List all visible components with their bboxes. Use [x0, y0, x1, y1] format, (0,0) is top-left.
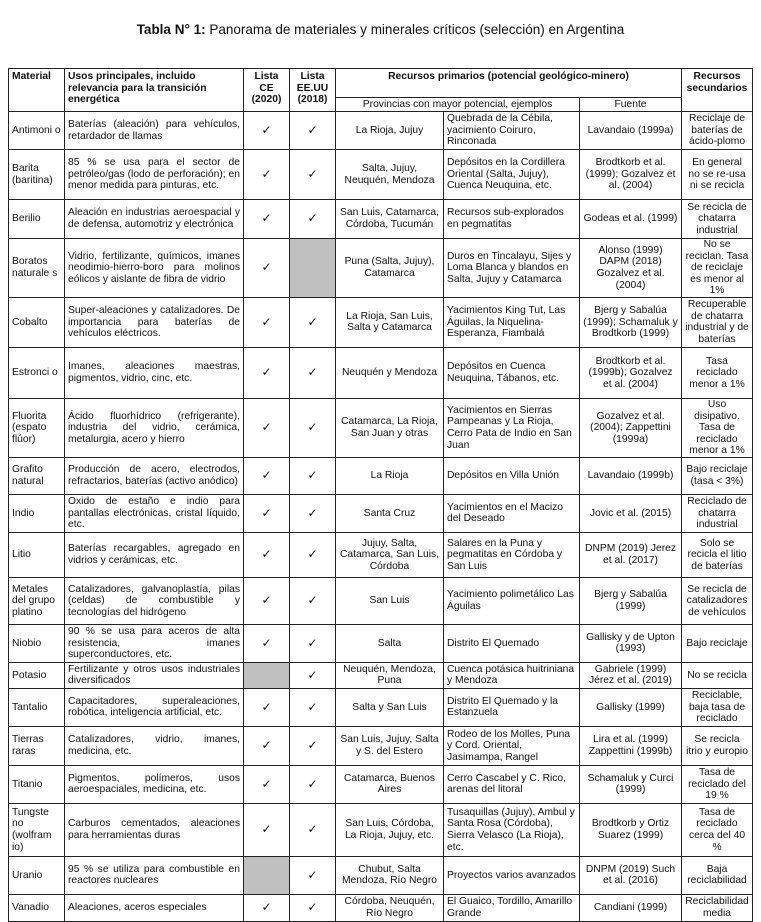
check-icon: ✓ [307, 900, 318, 915]
cell-material: Litio [9, 532, 65, 577]
cell-examples: Yacimientos en el Macizo del Deseado [444, 494, 580, 532]
cell-list-ce [244, 765, 290, 803]
cell-uses: Catalizadores, vidrio, imanes, medicina, etc. [65, 726, 244, 765]
cell-list-ce [244, 200, 290, 239]
cell-uses: 85 % se usa para el sector de petróleo/gas (lodo de perforación); en menor medida para pinturas, etc. [65, 150, 244, 200]
cell-list-eeuu [290, 688, 336, 726]
cell-provinces: La Rioja [336, 457, 444, 494]
cell-material: Antimoni o [9, 112, 65, 150]
cell-list-eeuu [290, 662, 336, 688]
cell-examples: Recursos sub-explorados en pegmatitas [444, 200, 580, 239]
table-row [9, 200, 753, 239]
cell-provinces: San Luis, Jujuy, Salta y S. del Estero [336, 726, 444, 765]
cell-secondary: Reciclaje de baterías de ácido-plomo [682, 112, 753, 150]
cell-uses: Carburos cementados, aleaciones para herramientas duras [65, 803, 244, 856]
cell-list-eeuu [290, 532, 336, 577]
check-icon: ✓ [307, 314, 318, 329]
header-primary-resources: Recursos primarios (potencial geológico-minero) [336, 69, 682, 98]
header-list-ce: Lista CE (2020) [244, 69, 290, 112]
cell-list-ce [244, 577, 290, 624]
cell-list-ce [244, 457, 290, 494]
cell-secondary: Solo se recicla el litio de baterías [682, 532, 753, 577]
cell-source: Alonso (1999) DAPM (2018) Gozalvez et al. (2004) [580, 239, 682, 298]
cell-provinces: Salta [336, 624, 444, 662]
cell-list-eeuu [290, 765, 336, 803]
cell-list-eeuu [290, 624, 336, 662]
cell-uses: 90 % se usa para aceros de alta resistencia, imanes superconductores, etc. [65, 624, 244, 662]
check-icon: ✓ [261, 122, 272, 137]
cell-uses: 95 % se utiliza para combustible en reactores nucleares [65, 856, 244, 894]
cell-list-eeuu [290, 577, 336, 624]
cell-source: Candiani (1999) [580, 894, 682, 921]
table-row [9, 347, 753, 398]
cell-source: Bjerg y Sabalúa (1999); Schamaluk y Brodtkorb (1999) [580, 297, 682, 347]
cell-provinces: Córdoba, Neuquén, Río Negro [336, 894, 444, 921]
cell-source: Gozalvez et al. (2004); Zappettini (1999a) [580, 398, 682, 457]
cell-examples: Depósitos en la Cordillera Oriental (Salta, Jujuy), Cuenca Neuquina, etc. [444, 150, 580, 200]
cell-material: Cobalto [9, 297, 65, 347]
check-icon: ✓ [261, 468, 272, 483]
cell-source: Brodtkorb et al. (1999b); Gozalvez et al. (2004) [580, 347, 682, 398]
check-icon: ✓ [307, 420, 318, 435]
cell-list-eeuu-empty [290, 239, 336, 298]
table-row [9, 624, 753, 662]
cell-material: Estronci o [9, 347, 65, 398]
cell-material: Fluorita (espato flúor) [9, 398, 65, 457]
table-row [9, 532, 753, 577]
cell-source: Schamaluk y Curci (1999) [580, 765, 682, 803]
cell-list-ce [244, 803, 290, 856]
check-icon: ✓ [261, 547, 272, 562]
cell-examples: Distrito El Quemado y la Estanzuela [444, 688, 580, 726]
cell-material: Berilio [9, 200, 65, 239]
cell-examples: Cuenca potásica huitriniana y Mendoza [444, 662, 580, 688]
cell-examples: Depósitos en Villa Unión [444, 457, 580, 494]
cell-source: Brodtkorb y Ortiz Suarez (1999) [580, 803, 682, 856]
check-icon: ✓ [307, 635, 318, 650]
cell-secondary: Bajo reciclaje (tasa < 3%) [682, 457, 753, 494]
cell-material: Boratos naturale s [9, 239, 65, 298]
cell-list-eeuu [290, 150, 336, 200]
cell-examples: Cerro Cascabel y C. Rico, arenas del litoral [444, 765, 580, 803]
header-row [9, 69, 753, 98]
cell-provinces: Salta, Jujuy, Neuquén, Mendoza [336, 150, 444, 200]
cell-source: Lavandaio (1999b) [580, 457, 682, 494]
table-row [9, 765, 753, 803]
cell-secondary: No se reciclan. Tasa de reciclaje es menor al 1% [682, 239, 753, 298]
table-row [9, 239, 753, 298]
cell-provinces: Neuquén, Mendoza, Puna [336, 662, 444, 688]
cell-uses: Super-aleaciones y catalizadores. De importancia para baterías de vehículos eléctricos. [65, 297, 244, 347]
cell-provinces: Puna (Salta, Jujuy), Catamarca [336, 239, 444, 298]
cell-material: Titanio [9, 765, 65, 803]
table-row [9, 494, 753, 532]
check-icon: ✓ [261, 900, 272, 915]
check-icon: ✓ [261, 822, 272, 837]
cell-provinces: Catamarca, La Rioja, San Juan y otras [336, 398, 444, 457]
table-row [9, 726, 753, 765]
cell-examples: Yacimientos en Sierras Pampeanas y La Rioja, Cerro Pata de Indio en San Juan [444, 398, 580, 457]
table-title [0, 22, 761, 37]
cell-list-ce [244, 894, 290, 921]
cell-list-ce [244, 688, 290, 726]
cell-examples: Proyectos varios avanzados [444, 856, 580, 894]
cell-provinces: San Luis, Catamarca, Córdoba, Tucumán [336, 200, 444, 239]
check-icon: ✓ [307, 211, 318, 226]
table-title-text: Panorama de materiales y minerales críticos (selección) en Argentina [205, 22, 625, 37]
cell-list-ce [244, 112, 290, 150]
cell-examples: Yacimientos King Tut, Las Águilas, la Niquelina-Esperanza, Fiambalá [444, 297, 580, 347]
cell-secondary: Se recicla itrio y europio [682, 726, 753, 765]
cell-list-ce [244, 239, 290, 298]
cell-material: Tantalio [9, 688, 65, 726]
cell-list-eeuu [290, 297, 336, 347]
cell-list-ce [244, 726, 290, 765]
cell-source: Brodtkorb et al. (1999); Gozalvez et al. (2004) [580, 150, 682, 200]
cell-provinces: Jujuy, Salta, Catamarca, San Luis, Córdoba [336, 532, 444, 577]
cell-provinces: San Luis, Córdoba, La Rioja, Jujuy, etc. [336, 803, 444, 856]
cell-uses: Baterías (aleación) para vehículos, retardador de llamas [65, 112, 244, 150]
table-body [9, 112, 753, 922]
header-list-eeuu: Lista EE.UU (2018) [290, 69, 336, 112]
cell-secondary: En general no se re-usa ni se recicla [682, 150, 753, 200]
cell-list-eeuu [290, 398, 336, 457]
cell-secondary: Reciclable, baja tasa de reciclado [682, 688, 753, 726]
check-icon: ✓ [261, 776, 272, 791]
cell-provinces: Catamarca, Buenos Aires [336, 765, 444, 803]
cell-secondary: Baja reciclabilidad [682, 856, 753, 894]
cell-source: Gabriele (1999) Jérez et al. (2019) [580, 662, 682, 688]
cell-secondary: Se recicla de catalizadores de vehículos [682, 577, 753, 624]
table-row [9, 457, 753, 494]
check-icon: ✓ [307, 738, 318, 753]
cell-material: Uranio [9, 856, 65, 894]
check-icon: ✓ [307, 505, 318, 520]
cell-examples: Rodeo de los Molles, Puna y Cord. Oriental, Jasimampa, Rangel [444, 726, 580, 765]
cell-secondary: Reciclado de chatarra industrial [682, 494, 753, 532]
check-icon: ✓ [307, 822, 318, 837]
cell-secondary: Tasa de reciclado cerca del 40 % [682, 803, 753, 856]
check-icon: ✓ [261, 365, 272, 380]
cell-uses: Catalizadores, galvanoplastía, pilas (celdas) de combustible y tecnologías del hidrógeno [65, 577, 244, 624]
check-icon: ✓ [307, 547, 318, 562]
cell-uses: Vidrio, fertilizante, químicos, imanes neodimio-hierro-boro para molinos eólicos y aislante de fibra de vidrio [65, 239, 244, 298]
check-icon: ✓ [307, 593, 318, 608]
cell-material: Vanadio [9, 894, 65, 921]
cell-uses: Ácido fluorhídrico (refrigerante), industria del vidrio, cerámica, metalurgia, acero y hierro [65, 398, 244, 457]
cell-provinces: La Rioja, San Luis, Salta y Catamarca [336, 297, 444, 347]
cell-examples: Quebrada de la Cébila, yacimiento Coiruro, Rinconada [444, 112, 580, 150]
cell-list-eeuu [290, 200, 336, 239]
check-icon: ✓ [261, 699, 272, 714]
check-icon: ✓ [307, 667, 318, 682]
cell-provinces: Santa Cruz [336, 494, 444, 532]
cell-list-ce [244, 347, 290, 398]
cell-secondary: Bajo reciclaje [682, 624, 753, 662]
cell-source: DNPM (2019) Jerez et al. (2017) [580, 532, 682, 577]
table-row [9, 297, 753, 347]
cell-examples: Depósitos en Cuenca Neuquina, Tábanos, etc. [444, 347, 580, 398]
cell-examples: Yacimiento polimetálico Las Águilas [444, 577, 580, 624]
cell-provinces: Chubut, Salta Mendoza, Río Negro [336, 856, 444, 894]
cell-list-eeuu [290, 347, 336, 398]
cell-uses: Aleaciones, aceros especiales [65, 894, 244, 921]
cell-list-eeuu [290, 894, 336, 921]
cell-uses: Baterías recargables, agregado en vidrios y cerámicas, etc. [65, 532, 244, 577]
cell-material: Barita (baritina) [9, 150, 65, 200]
cell-uses: Capacitadores, superaleaciones, robótica, inteligencia artificial, etc. [65, 688, 244, 726]
cell-material: Niobio [9, 624, 65, 662]
check-icon: ✓ [261, 314, 272, 329]
header-secondary-resources: Recursos secundarios [682, 69, 753, 112]
cell-list-ce-empty [244, 856, 290, 894]
header-source: Fuente [580, 98, 682, 112]
cell-material: Tierras raras [9, 726, 65, 765]
cell-source: DNPM (2019) Such et al. (2016) [580, 856, 682, 894]
header-material: Material [9, 69, 65, 112]
check-icon: ✓ [307, 699, 318, 714]
cell-source: Godeas et al. (1999) [580, 200, 682, 239]
table-row [9, 688, 753, 726]
table-row [9, 577, 753, 624]
check-icon: ✓ [307, 468, 318, 483]
cell-examples: Duros en Tincalayu, Sijes y Loma Blanca y blandos en Salta, Jujuy y Catamarca [444, 239, 580, 298]
check-icon: ✓ [261, 166, 272, 181]
cell-uses: Oxido de estaño e indio para pantallas electrónicas, cristal líquido, etc. [65, 494, 244, 532]
check-icon: ✓ [261, 420, 272, 435]
cell-list-ce [244, 398, 290, 457]
cell-source: Lira et al. (1999) Zappettini (1999b) [580, 726, 682, 765]
cell-examples: Tusaquillas (Jujuy), Ambul y Santa Rosa (Córdoba), Sierra Velasco (La Rioja), etc. [444, 803, 580, 856]
check-icon: ✓ [261, 505, 272, 520]
cell-provinces: San Luis [336, 577, 444, 624]
cell-examples: Salares en la Puna y pegmatitas en Córdoba y San Luis [444, 532, 580, 577]
cell-list-eeuu [290, 803, 336, 856]
cell-list-eeuu [290, 494, 336, 532]
cell-material: Metales del grupo platino [9, 577, 65, 624]
check-icon: ✓ [261, 260, 272, 275]
cell-list-ce [244, 494, 290, 532]
cell-secondary: Reciclabilidad media [682, 894, 753, 921]
cell-examples: Distrito El Quemado [444, 624, 580, 662]
cell-provinces: Neuquén y Mendoza [336, 347, 444, 398]
cell-list-eeuu [290, 726, 336, 765]
cell-secondary: Recuperable de chatarra industrial y de baterías [682, 297, 753, 347]
table-row [9, 856, 753, 894]
cell-material: Tungste no (wolfram io) [9, 803, 65, 856]
cell-list-eeuu [290, 457, 336, 494]
header-provinces: Provincias con mayor potencial, ejemplos [336, 98, 580, 112]
cell-material: Potasio [9, 662, 65, 688]
check-icon: ✓ [307, 867, 318, 882]
table-row [9, 894, 753, 921]
cell-examples: El Guaico, Tordillo, Amarillo Grande [444, 894, 580, 921]
check-icon: ✓ [307, 166, 318, 181]
cell-material: Indio [9, 494, 65, 532]
cell-secondary: Tasa de reciclado del 19 % [682, 765, 753, 803]
header-uses: Usos principales, incluido relevancia para la transición energética [65, 69, 244, 112]
cell-list-ce [244, 532, 290, 577]
cell-source: Gallisky y de Upton (1993) [580, 624, 682, 662]
cell-source: Bjerg y Sabalúa (1999) [580, 577, 682, 624]
cell-uses: Imanes, aleaciones maestras, pigmentos, vidrio, cinc, etc. [65, 347, 244, 398]
check-icon: ✓ [307, 365, 318, 380]
cell-list-ce-empty [244, 662, 290, 688]
table-row [9, 803, 753, 856]
cell-uses: Fertilizante y otros usos industriales diversificados [65, 662, 244, 688]
cell-uses: Pigmentos, polímeros, usos aeroespaciales, medicina, etc. [65, 765, 244, 803]
cell-provinces: Salta y San Luis [336, 688, 444, 726]
check-icon: ✓ [261, 635, 272, 650]
cell-secondary: Uso disipativo. Tasa de reciclado menor a 1% [682, 398, 753, 457]
check-icon: ✓ [307, 122, 318, 137]
table-row [9, 398, 753, 457]
cell-list-eeuu [290, 856, 336, 894]
table-row [9, 662, 753, 688]
cell-secondary: Tasa reciclado menor a 1% [682, 347, 753, 398]
table-row [9, 112, 753, 150]
cell-uses: Aleación en industrias aeroespacial y de defensa, automotriz y electrónica [65, 200, 244, 239]
check-icon: ✓ [261, 593, 272, 608]
check-icon: ✓ [261, 211, 272, 226]
cell-secondary: No se recicla [682, 662, 753, 688]
table-title-label: Tabla N° 1: [136, 22, 206, 37]
cell-source: Jovic et al. (2015) [580, 494, 682, 532]
cell-list-ce [244, 624, 290, 662]
cell-list-ce [244, 297, 290, 347]
cell-material: Grafito natural [9, 457, 65, 494]
table-row [9, 150, 753, 200]
cell-source: Lavandaio (1999a) [580, 112, 682, 150]
check-icon: ✓ [261, 738, 272, 753]
cell-secondary: Se recicla de chatarra industrial [682, 200, 753, 239]
cell-list-ce [244, 150, 290, 200]
cell-list-eeuu [290, 112, 336, 150]
cell-provinces: La Rioja, Jujuy [336, 112, 444, 150]
cell-source: Gallisky (1999) [580, 688, 682, 726]
check-icon: ✓ [307, 776, 318, 791]
cell-uses: Producción de acero, electrodos, refractarios, baterías (activo anódico) [65, 457, 244, 494]
critical-minerals-table [8, 68, 753, 922]
